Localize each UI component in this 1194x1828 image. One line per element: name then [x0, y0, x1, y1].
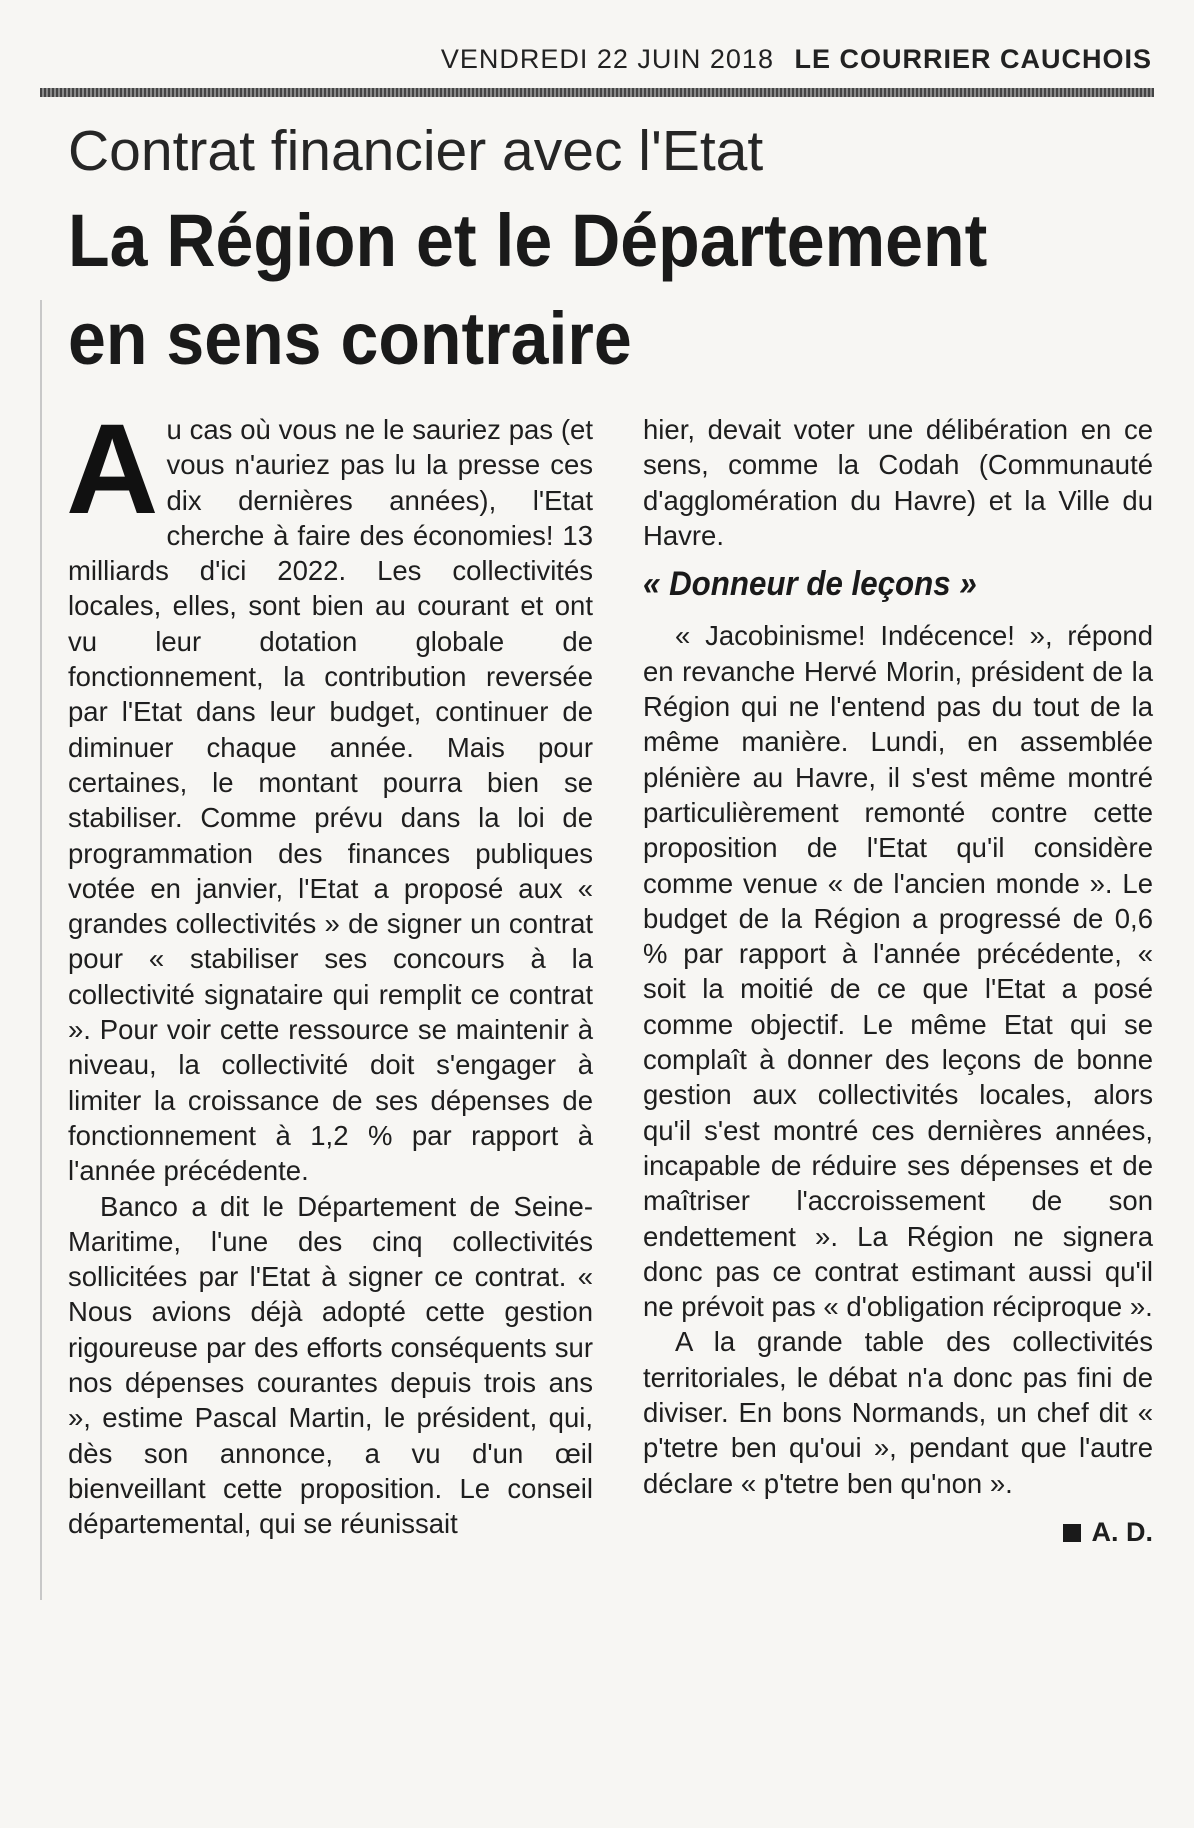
issue-date: VENDREDI 22 JUIN 2018 — [440, 44, 774, 74]
page-header — [441, 44, 1152, 75]
signature-square-icon — [1063, 1524, 1081, 1542]
paragraph: A la grande table des collectivités territoriales, le débat n'a donc pas fini de diviser. En bons Normands, un chef dit « p'tetre ben qu'oui », pendant que l'autre déclare « p'tetre ben qu'non ». — [643, 1326, 1153, 1499]
drop-cap: A — [66, 398, 159, 541]
column-right — [643, 412, 1153, 1550]
paragraph: Banco a dit le Département de Seine-Maritime, l'une des cinq collectivités sollicitées par l'Etat à signer ce contrat. « Nous avions déjà adopté cette gestion rigoureuse par des efforts conséquents sur nos dépenses courantes depuis trois ans », estime Pascal Martin, le président, qui, dès son annonce, a vu d'un œil bienveillant cette proposition. Le conseil départemental, qui se réunissait — [68, 1190, 593, 1540]
paragraph-text: u cas où vous ne le sauriez pas (et vous n'auriez pas lu la presse ces dix dernières années), l'Etat cherche à faire des économies! 13 milliards d'ici 2022. Les collectivités locales, elles, sont bien au courant et ont vu leur dotation globale de fonctionnement, la contribution reversée par l'Etat dans leur budget, continuer de diminuer chaque année. Mais pour certaines, le montant pourra bien se stabiliser. Comme prévu dans la loi de programmation des finances publiques votée en janvier, l'Etat a proposé aux « grandes collectivités » de signer un contrat pour « stabiliser ses concours à la collectivité signataire qui remplit ce contrat ». Pour voir cette ressource se maintenir à niveau, la collectivité doit s'engager à limiter la croissance de ses dépenses de fonctionnement à 1,2 % par rapport à l'année précédente. — [68, 414, 593, 1187]
article-kicker: Contrat financier avec l'Etat — [68, 119, 764, 183]
paragraph — [66, 398, 593, 1189]
header-rule — [40, 88, 1154, 97]
article-headline — [68, 192, 1062, 388]
paragraph: « Jacobinisme! Indécence! », répond en revanche Hervé Morin, président de la Région qui ne l'entend pas du tout de la même manière. Lundi, en assemblée plénière au Havre, il s'est même montré particulièrement remonté contre cette proposition de l'Etat qu'il considère comme venue « de l'ancien monde ». Le budget de la Région a progressé de 0,6 % par rapport à l'année précédente, « soit la moitié de ce que l'Etat a posé comme objectif. Le même Etat qui se complaît à donner des leçons de bonne gestion aux collectivités locales, alors qu'il s'est montré ces dernières années, incapable de réduire ses dépenses et de maîtriser l'accroissement de son endettement ». La Région ne signera donc pas ce contrat estimant aussi qu'il ne prévoit pas « d'obligation réciproque ». — [643, 620, 1153, 1323]
subheading: « Donneur de leçons » — [643, 565, 977, 604]
author-initials: A. D. — [1091, 1516, 1153, 1547]
paragraph: hier, devait voter une délibération en ce sens, comme la Codah (Communauté d'agglomération du Havre) et la Ville du Havre. — [643, 414, 1153, 551]
headline-line-2: en sens contraire — [68, 297, 632, 380]
newspaper-name: LE COURRIER CAUCHOIS — [794, 44, 1152, 74]
author-signature — [643, 1515, 1153, 1550]
margin-line — [40, 300, 42, 1600]
column-left — [66, 398, 593, 1542]
headline-line-1: La Région et le Département — [68, 199, 988, 282]
